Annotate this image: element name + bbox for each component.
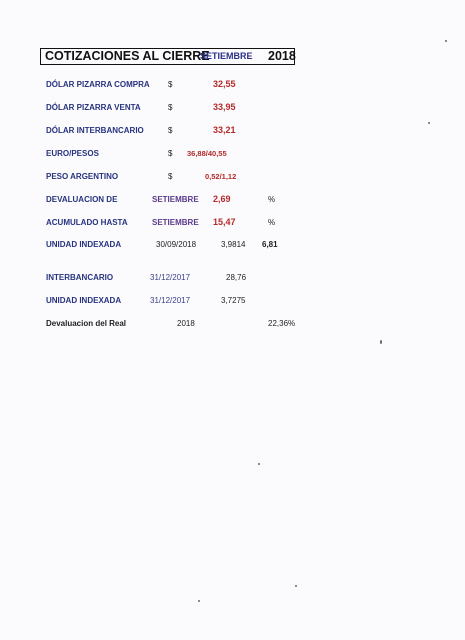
row-label-peso-argentino: PESO ARGENTINO <box>46 172 119 181</box>
date-interbancario-prev: 31/12/2017 <box>150 273 191 282</box>
currency-symbol: $ <box>168 80 173 89</box>
row-label-devaluacion: DEVALUACION DE <box>46 195 118 204</box>
scan-speck <box>445 40 447 42</box>
value-ui-current: 3,9814 <box>221 240 246 249</box>
period-devaluacion: SETIEMBRE <box>152 195 199 204</box>
scan-speck <box>258 463 260 465</box>
title-month: SETIEMBRE <box>200 51 253 61</box>
percent-unit: % <box>268 195 276 204</box>
value-peso-argentino: 0,52/1,12 <box>205 172 237 181</box>
currency-symbol: $ <box>168 103 173 112</box>
value-dolar-compra: 32,55 <box>213 79 236 89</box>
scan-speck <box>295 585 297 587</box>
page-title: COTIZACIONES AL CIERRE <box>45 49 210 63</box>
scan-speck <box>198 600 200 602</box>
value-real: 22,36% <box>268 319 296 328</box>
value-interbancario-prev: 28,76 <box>226 273 247 282</box>
value-dolar-interbancario: 33,21 <box>213 125 236 135</box>
row-label-real: Devaluacion del Real <box>46 319 127 328</box>
row-label-dolar-interbancario: DÓLAR INTERBANCARIO <box>46 126 144 135</box>
title-year: 2018 <box>268 49 296 63</box>
value-ui-prev: 3,7275 <box>221 296 246 305</box>
row-label-interbancario-prev: INTERBANCARIO <box>46 273 114 282</box>
year-real: 2018 <box>177 319 195 328</box>
currency-symbol: $ <box>168 126 173 135</box>
currency-symbol: $ <box>168 172 173 181</box>
row-label-unidad-indexada: UNIDAD INDEXADA <box>46 240 122 249</box>
row-label-dolar-compra: DÓLAR PIZARRA COMPRA <box>46 80 150 89</box>
row-label-ui-prev: UNIDAD INDEXADA <box>46 296 122 305</box>
row-label-dolar-venta: DÓLAR PIZARRA VENTA <box>46 103 141 112</box>
currency-symbol: $ <box>168 149 173 158</box>
scan-speck <box>380 340 382 344</box>
date-ui-current: 30/09/2018 <box>156 240 197 249</box>
value-dolar-venta: 33,95 <box>213 102 236 112</box>
row-label-acumulado: ACUMULADO HASTA <box>46 218 128 227</box>
value-devaluacion: 2,69 <box>213 194 231 204</box>
percent-unit: % <box>268 218 276 227</box>
date-ui-prev: 31/12/2017 <box>150 296 191 305</box>
scan-speck <box>428 122 430 124</box>
value-acumulado: 15,47 <box>213 217 236 227</box>
row-label-euro-pesos: EURO/PESOS <box>46 149 99 158</box>
value-ui-variation: 6,81 <box>262 240 278 249</box>
period-acumulado: SETIEMBRE <box>152 218 199 227</box>
value-euro-pesos: 36,88/40,55 <box>187 149 227 158</box>
